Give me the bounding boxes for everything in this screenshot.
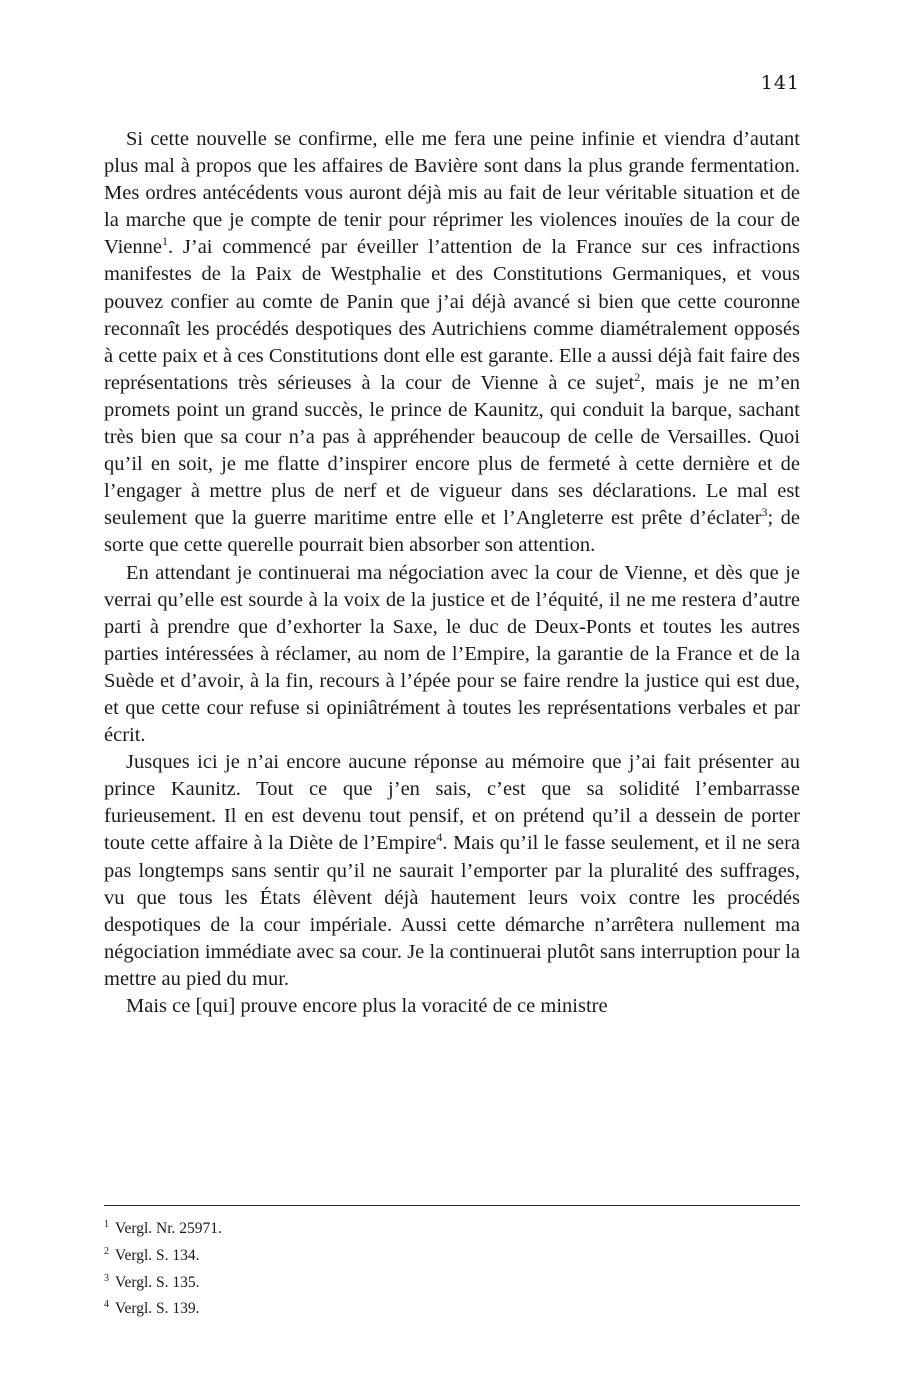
paragraph-3-text-b: . Mais qu’il le fasse seulement, et il ne sera pas longtemps sans sentir qu’il ne saurait l’emporter par la pluralité des suffrages, vu que tous les États élèvent déjà hautement leurs voix contre les procédés despotiques de la cour impériale. Aussi cette démarche n’arrêtera nullement ma négociation immédiate avec sa cour. Je la continuerai plutôt sans interruption pour la mettre au pied du mur. <box>104 832 800 990</box>
footnote-mark-4: 4 <box>104 1299 109 1311</box>
footnote-text-4: Vergl. S. 139. <box>115 1300 200 1318</box>
footnote-mark-1: 1 <box>104 1219 109 1230</box>
paragraph-1 <box>104 126 800 560</box>
footnote-mark-3: 3 <box>104 1272 109 1284</box>
footnote-ref-3: 3 <box>761 505 768 520</box>
footnotes <box>104 1214 504 1321</box>
paragraph-1-text-a: Si cette nouvelle se confirme, elle me fera une peine infinie et viendra d’autant plus mal à propos que les affaires de Bavière sont dans la plus grande fermentation. Mes ordres antécédents vous auront déjà mis au fait de leur véritable situation et de la marche que je compte de tenir pour réprimer les violences inouïes de la cour de Vienne <box>104 128 800 259</box>
paragraph-2: En attendant je continuerai ma négociation avec la cour de Vienne, et dès que je verrai qu’elle est sourde à la voix de la justice et de l’équité, il ne me restera d’autre parti à prendre que d’exhorter la Saxe, le duc de Deux-Ponts et toutes les autres parties intéressées à réclamer, au nom de l’Empire, la garantie de la France et de la Suède et d’avoir, à la fin, recours à l’épée pour se faire rendre la justice qui est due, et que cette cour refuse si opiniâtrément à toutes les représentations verbales et par écrit. <box>104 561 800 747</box>
footnote-text-1: Vergl. Nr. 25971. <box>115 1220 222 1238</box>
footnote-3 <box>104 1268 504 1295</box>
page-number: 141 <box>760 72 800 94</box>
body-text <box>104 126 800 1020</box>
footnote-2 <box>104 1241 504 1268</box>
footnote-ref-2: 2 <box>634 370 641 385</box>
footnote-1 <box>104 1214 504 1241</box>
footnote-text-3: Vergl. S. 135. <box>115 1273 200 1291</box>
footnote-mark-2: 2 <box>104 1245 109 1257</box>
footnote-ref-4: 4 <box>436 830 443 845</box>
paragraph-1-text-b: . J’ai commencé par éveiller l’attention de la France sur ces infractions manifestes de la Paix de Westphalie et des Constitutions Germaniques, et vous pouvez confier au comte de Panin que j’ai déjà avancé si bien que cette couronne reconnaît les procédés despotiques des Autrichiens comme diamétralement opposés à cette paix et à ces Constitutions dont elle est garante. Elle a aussi déjà fait faire des représentations très sérieuses à la cour de Vienne à ce sujet <box>104 236 800 394</box>
footnote-ref-1: 1 <box>161 234 168 249</box>
paragraph-4: Mais ce [qui] prouve encore plus la voracité de ce ministre <box>126 995 608 1017</box>
paragraph-3-text-a: Jusques ici je n’ai encore aucune réponse au mémoire que j’ai fait présenter au prince Kaunitz. Tout ce que j’en sais, c’est que sa solidité l’embarrasse furieusement. Il en est devenu tout pensif, et on prétend qu’il a dessein de porter toute cette affaire à la Diète de l’Empire <box>104 751 800 855</box>
paragraph-1-text-d: ; de sorte que cette querelle pourrait bien absorber son attention. <box>104 507 801 557</box>
footnote-separator <box>104 1205 800 1206</box>
paragraph-1-text-c: , mais je ne m’en promets point un grand succès, le prince de Kaunitz, qui conduit la barque, sachant très bien que sa cour n’a pas à appréhender beaucoup de celle de Versailles. Quoi qu’il en soit, je me flatte d’inspirer encore plus de fermeté à cette dernière et de l’engager à mettre plus de nerf et de vigueur dans ses déclarations. Le mal est seulement que la guerre maritime entre elle et l’Angleterre est prête d’éclater <box>104 371 800 530</box>
paragraph-3 <box>104 749 800 993</box>
footnote-text-2: Vergl. S. 134. <box>115 1246 200 1264</box>
footnote-4 <box>104 1294 504 1321</box>
